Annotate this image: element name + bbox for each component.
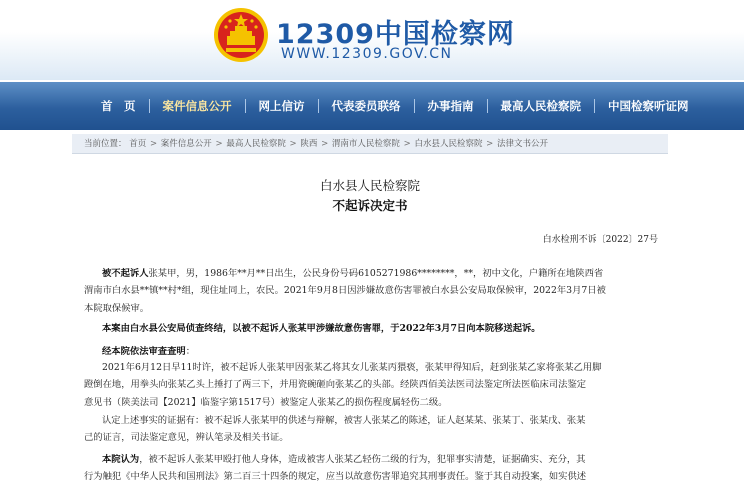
breadcrumb-separator: > [215,139,223,149]
text-line: 己的证言，司法鉴定意见，辨认笔录及相关书证。 [84,432,289,444]
bold-label: 本案由白水县公安局侦查终结，以被不起诉人 [102,323,288,334]
breadcrumb-item[interactable]: 案件信息公开 [160,139,212,149]
breadcrumb-item[interactable]: 首页 [129,139,147,149]
text-line: 蹬倒在地，用拳头向张某乙头上捶打了两三下，并用瓷碗砸向张某乙的头部。经陕西佰美法医司法鉴定所法医临床司法鉴定 [84,379,587,391]
breadcrumb-separator: > [403,139,411,149]
national-emblem-icon[interactable] [212,6,270,64]
breadcrumb-item[interactable]: 最高人民检察院 [226,139,286,149]
paragraph-transfer [84,320,660,337]
text-line: 意见书（陕美法司【2021】临鉴字第1517号）被鉴定人张某乙的损伤程度属轻伤二级。 [84,396,448,408]
breadcrumb-item[interactable]: 陕西 [300,139,318,149]
nav-supreme-procuratorate[interactable]: 最高人民检察院 [500,99,581,113]
site-logo-text[interactable]: 12309中国检察网 [276,19,515,50]
breadcrumb-separator: > [321,139,329,149]
text-line [84,265,660,282]
line-text: ，被不起诉人张某甲殴打他人身体，造成被害人张某乙轻伤二级的行为，犯罪事实清楚，证据确实、充分，其 [139,454,586,465]
paragraph-facts [84,359,660,411]
breadcrumb-separator: > [486,139,494,149]
text-line: 认定上述事实的证据有：被不起诉人张某甲的供述与辩解，被害人张某乙的陈述，证人赵某某、张某丁、张某戊、张某 [102,415,586,426]
paragraph-findings-heading [84,343,660,360]
document-organization: 白水县人民检察院 [319,178,420,193]
paragraph-evidence [84,412,660,447]
text-line [84,282,660,299]
document-title: 不起诉决定书 [332,198,408,213]
nav-hearing-network[interactable]: 中国检察听证网 [608,99,689,113]
breadcrumb-item[interactable]: 法律文书公开 [497,139,549,149]
bold-label: 经本院依法审查查明 [102,346,186,357]
line-text: 行为触犯《中华人民共和国刑法》第二百三十四条的规定，应当以故意伤害罪追究其刑事责任。鉴于其自动投案，如实供述 [84,471,587,483]
text-line [84,300,660,317]
paragraph-opinion [84,451,660,486]
main-nav [0,82,744,130]
breadcrumb [72,134,668,154]
paragraph-defendant [84,265,660,317]
document-number: 白水检刑不诉〔2022〕27号 [542,235,658,245]
bold-label: 被不起诉人 [102,268,149,279]
document-body [72,154,668,497]
line-text: ： [185,346,195,357]
breadcrumb-item[interactable]: 白水县人民检察院 [414,139,483,149]
nav-deputy-liaison[interactable]: 代表委员联络 [331,99,401,113]
line-text: 张某甲，男，1986年**月**日出生，公民身份号码6105271986********，**，初中文化，户籍所在地陕西省 [148,268,604,279]
nav-home[interactable]: 首 页 [101,99,136,113]
site-url: WWW.12309.GOV.CN [281,46,453,62]
nav-online-petition[interactable]: 网上信访 [258,99,305,113]
nav-service-guide[interactable]: 办事指南 [427,99,474,113]
line-text: 张某甲涉嫌故意伤害罪，于2022年3月7日向本院移送起诉。 [287,323,541,334]
line-text: 本院取保候审。 [84,302,150,314]
breadcrumb-prefix: 当前位置： [84,139,127,149]
text-line [84,320,660,337]
breadcrumb-separator: > [289,139,297,149]
text-line [84,343,660,360]
text-line [84,451,660,468]
text-line [84,468,660,485]
bold-label: 本院认为 [102,454,140,465]
line-text: 渭南市白水县**镇**村*组，现住址同上，农民。2021年9月8日因涉嫌故意伤害罪被白水县公安局取保候审，2022年3月7日被 [84,285,606,297]
nav-case-info[interactable]: 案件信息公开 [162,99,232,113]
breadcrumb-item[interactable]: 渭南市人民检察院 [331,139,400,149]
text-line: 2021年6月12日早11时许，被不起诉人张某甲因张某乙将其女儿张某丙猥亵，张某甲得知后，赶到张某乙家将张某乙用脚 [102,362,602,373]
site-header [0,0,744,80]
breadcrumb-separator: > [149,139,158,149]
